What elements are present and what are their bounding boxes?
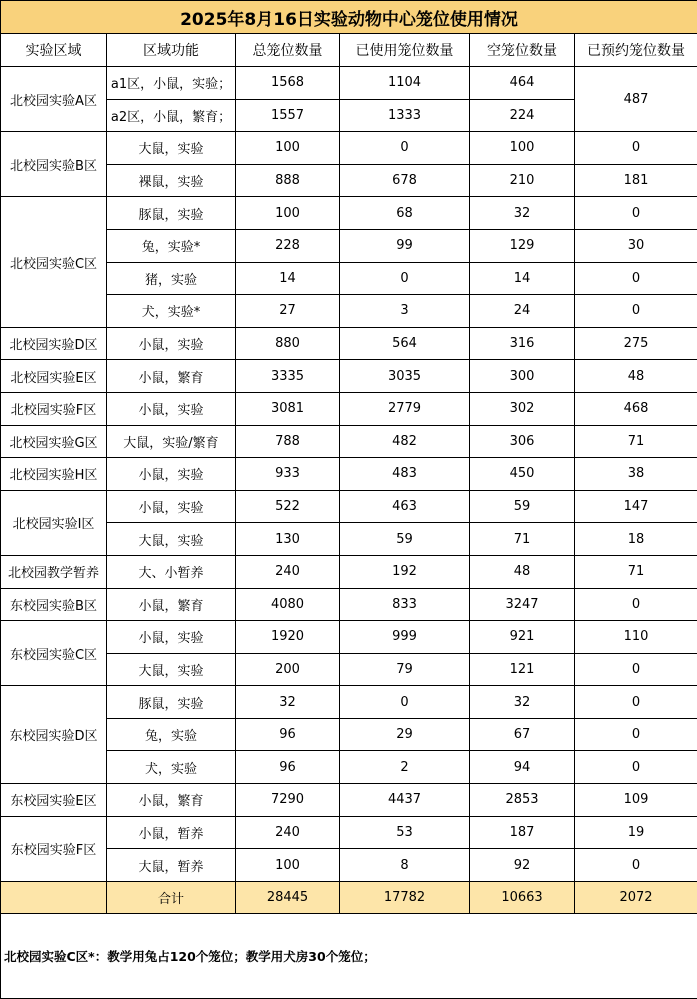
empty-cell: 306 (470, 425, 575, 458)
empty-cell: 32 (470, 686, 575, 719)
used-cell: 192 (340, 555, 470, 588)
used-cell: 99 (340, 229, 470, 262)
empty-cell: 2853 (470, 784, 575, 817)
total-cell: 32 (236, 686, 340, 719)
function-cell: a1区，小鼠，实验； (107, 67, 236, 100)
used-cell: 463 (340, 490, 470, 523)
used-cell: 482 (340, 425, 470, 458)
reserved-cell: 0 (575, 751, 697, 784)
area-name-cell: 北校园实验A区 (1, 67, 107, 132)
empty-cell: 300 (470, 360, 575, 393)
reserved-cell: 0 (575, 295, 697, 328)
function-cell: 小鼠，实验 (107, 327, 236, 360)
reserved-cell: 0 (575, 718, 697, 751)
function-cell: 小鼠，实验 (107, 458, 236, 491)
used-cell: 29 (340, 718, 470, 751)
reserved-cell: 109 (575, 784, 697, 817)
reserved-cell: 0 (575, 849, 697, 882)
empty-cell: 14 (470, 262, 575, 295)
reserved-cell: 0 (575, 588, 697, 621)
empty-cell: 100 (470, 132, 575, 165)
used-cell: 999 (340, 621, 470, 654)
used-cell: 2779 (340, 392, 470, 425)
total-cell: 1568 (236, 67, 340, 100)
area-name-cell: 东校园实验F区 (1, 816, 107, 881)
footnote: 北校园实验C区*：教学用兔占120个笼位；教学用犬房30个笼位； (1, 913, 697, 998)
used-cell: 59 (340, 523, 470, 556)
total-cell: 27 (236, 295, 340, 328)
function-cell: 豚鼠，实验 (107, 686, 236, 719)
empty-cell: 71 (470, 523, 575, 556)
total-cell: 3335 (236, 360, 340, 393)
area-name-cell: 东校园实验E区 (1, 784, 107, 817)
totals-row (1, 881, 697, 913)
used-cell: 3 (340, 295, 470, 328)
function-cell: 犬，实验 (107, 751, 236, 784)
reserved-cell: 0 (575, 132, 697, 165)
table-row (1, 458, 697, 491)
function-cell: 大、小暂养 (107, 555, 236, 588)
reserved-cell: 147 (575, 490, 697, 523)
total-cell: 933 (236, 458, 340, 491)
function-cell: 猪，实验 (107, 262, 236, 295)
empty-cell: 224 (470, 99, 575, 132)
area-name-cell: 北校园实验I区 (1, 490, 107, 555)
reserved-cell: 19 (575, 816, 697, 849)
area-name-cell: 北校园实验H区 (1, 458, 107, 491)
empty-cell: 92 (470, 849, 575, 882)
function-cell: 小鼠，实验 (107, 490, 236, 523)
used-cell: 3035 (340, 360, 470, 393)
total-cell: 96 (236, 751, 340, 784)
totals-blank-cell (1, 881, 107, 913)
empty-cell: 187 (470, 816, 575, 849)
area-name-cell: 北校园实验C区 (1, 197, 107, 327)
empty-cell: 32 (470, 197, 575, 230)
total-cell: 880 (236, 327, 340, 360)
reserved-cell: 0 (575, 686, 697, 719)
total-cell: 200 (236, 653, 340, 686)
table-body (1, 67, 697, 882)
reserved-cell: 48 (575, 360, 697, 393)
area-name-cell: 东校园实验D区 (1, 686, 107, 784)
empty-cell: 316 (470, 327, 575, 360)
total-cell: 130 (236, 523, 340, 556)
function-cell: 小鼠，繁育 (107, 360, 236, 393)
function-cell: 小鼠，实验 (107, 621, 236, 654)
table-row (1, 67, 697, 100)
area-name-cell: 北校园实验B区 (1, 132, 107, 197)
header-function: 区域功能 (107, 34, 236, 67)
header-empty: 空笼位数量 (470, 34, 575, 67)
area-name-cell: 北校园教学暂养 (1, 555, 107, 588)
total-cell: 4080 (236, 588, 340, 621)
total-cell: 14 (236, 262, 340, 295)
table-row (1, 555, 697, 588)
used-cell: 0 (340, 262, 470, 295)
empty-cell: 94 (470, 751, 575, 784)
totals-total: 28445 (236, 881, 340, 913)
function-cell: 小鼠，暂养 (107, 816, 236, 849)
area-name-cell: 北校园实验G区 (1, 425, 107, 458)
table-row (1, 621, 697, 654)
reserved-cell: 71 (575, 425, 697, 458)
reserved-cell: 0 (575, 197, 697, 230)
reserved-cell: 181 (575, 164, 697, 197)
total-cell: 1557 (236, 99, 340, 132)
total-cell: 100 (236, 132, 340, 165)
reserved-cell: 38 (575, 458, 697, 491)
table-row (1, 197, 697, 230)
table-row (1, 686, 697, 719)
used-cell: 53 (340, 816, 470, 849)
function-cell: 小鼠，繁育 (107, 588, 236, 621)
function-cell: 大鼠，实验 (107, 653, 236, 686)
empty-cell: 302 (470, 392, 575, 425)
used-cell: 564 (340, 327, 470, 360)
reserved-cell: 110 (575, 621, 697, 654)
table-row (1, 360, 697, 393)
used-cell: 483 (340, 458, 470, 491)
totals-reserved: 2072 (575, 881, 697, 913)
area-name-cell: 北校园实验D区 (1, 327, 107, 360)
used-cell: 79 (340, 653, 470, 686)
table-row (1, 588, 697, 621)
reserved-cell: 30 (575, 229, 697, 262)
table-row (1, 132, 697, 165)
total-cell: 788 (236, 425, 340, 458)
reserved-cell: 468 (575, 392, 697, 425)
total-cell: 228 (236, 229, 340, 262)
reserved-cell: 18 (575, 523, 697, 556)
total-cell: 100 (236, 197, 340, 230)
total-cell: 1920 (236, 621, 340, 654)
used-cell: 833 (340, 588, 470, 621)
function-cell: 小鼠，实验 (107, 392, 236, 425)
empty-cell: 59 (470, 490, 575, 523)
function-cell: 大鼠，实验 (107, 523, 236, 556)
function-cell: 大鼠，实验 (107, 132, 236, 165)
total-cell: 3081 (236, 392, 340, 425)
empty-cell: 464 (470, 67, 575, 100)
used-cell: 0 (340, 132, 470, 165)
used-cell: 1333 (340, 99, 470, 132)
total-cell: 888 (236, 164, 340, 197)
empty-cell: 921 (470, 621, 575, 654)
totals-label: 合计 (107, 881, 236, 913)
area-name-cell: 北校园实验F区 (1, 392, 107, 425)
total-cell: 96 (236, 718, 340, 751)
table-row (1, 392, 697, 425)
reserved-cell: 0 (575, 653, 697, 686)
function-cell: a2区，小鼠，繁育； (107, 99, 236, 132)
function-cell: 犬，实验* (107, 295, 236, 328)
total-cell: 100 (236, 849, 340, 882)
header-used: 已使用笼位数量 (340, 34, 470, 67)
function-cell: 大鼠，暂养 (107, 849, 236, 882)
function-cell: 兔，实验* (107, 229, 236, 262)
totals-used: 17782 (340, 881, 470, 913)
empty-cell: 121 (470, 653, 575, 686)
used-cell: 678 (340, 164, 470, 197)
header-area: 实验区域 (1, 34, 107, 67)
empty-cell: 450 (470, 458, 575, 491)
used-cell: 68 (340, 197, 470, 230)
reserved-cell: 275 (575, 327, 697, 360)
empty-cell: 3247 (470, 588, 575, 621)
used-cell: 8 (340, 849, 470, 882)
empty-cell: 67 (470, 718, 575, 751)
header-reserved: 已预约笼位数量 (575, 34, 697, 67)
area-name-cell: 东校园实验C区 (1, 621, 107, 686)
empty-cell: 210 (470, 164, 575, 197)
used-cell: 2 (340, 751, 470, 784)
reserved-cell: 487 (575, 67, 697, 132)
function-cell: 兔，实验 (107, 718, 236, 751)
function-cell: 豚鼠，实验 (107, 197, 236, 230)
totals-empty: 10663 (470, 881, 575, 913)
used-cell: 0 (340, 686, 470, 719)
empty-cell: 24 (470, 295, 575, 328)
total-cell: 7290 (236, 784, 340, 817)
total-cell: 522 (236, 490, 340, 523)
used-cell: 1104 (340, 67, 470, 100)
empty-cell: 129 (470, 229, 575, 262)
table-row (1, 784, 697, 817)
table-row (1, 425, 697, 458)
table-row (1, 327, 697, 360)
total-cell: 240 (236, 816, 340, 849)
reserved-cell: 0 (575, 262, 697, 295)
table-title: 2025年8月16日实验动物中心笼位使用情况 (1, 1, 697, 34)
function-cell: 小鼠，繁育 (107, 784, 236, 817)
used-cell: 4437 (340, 784, 470, 817)
header-total: 总笼位数量 (236, 34, 340, 67)
total-cell: 240 (236, 555, 340, 588)
table-row (1, 816, 697, 849)
table-row (1, 490, 697, 523)
reserved-cell: 71 (575, 555, 697, 588)
function-cell: 大鼠，实验/繁育 (107, 425, 236, 458)
area-name-cell: 北校园实验E区 (1, 360, 107, 393)
function-cell: 裸鼠，实验 (107, 164, 236, 197)
area-name-cell: 东校园实验B区 (1, 588, 107, 621)
empty-cell: 48 (470, 555, 575, 588)
